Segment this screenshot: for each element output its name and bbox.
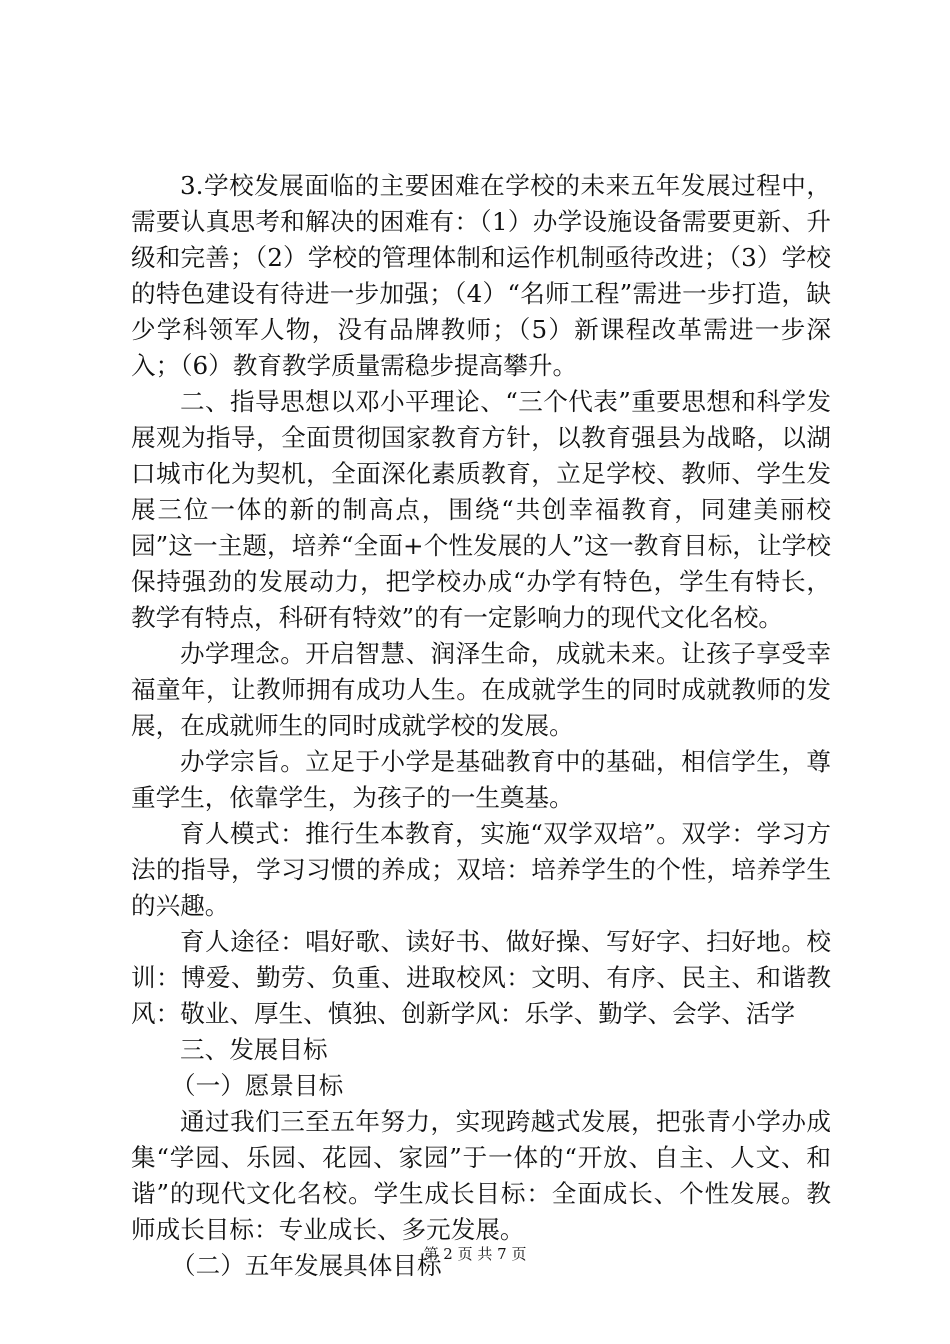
paragraph-school-philosophy: 办学理念。开启智慧、润泽生命，成就未来。让孩子享受幸福童年，让教师拥有成功人生。在成就学生的同时成就教师的发展，在成就师生的同时成就学校的发展。 xyxy=(131,639,831,740)
paragraph-school-purpose: 办学宗旨。立足于小学是基础教育中的基础，相信学生，尊重学生，依靠学生，为孩子的一生奠基。 xyxy=(131,747,831,812)
page-footer: 第 2 页 共 7 页 xyxy=(423,1245,527,1263)
paragraph-education-approach: 育人途径：唱好歌、读好书、做好操、写好字、扫好地。校训：博爱、勤劳、负重、进取校风：文明、有序、民主、和谐教风：敬业、厚生、慎独、创新学风：乐学、勤学、会学、活学 xyxy=(131,927,831,1028)
subheading-five-year-goals: （二）五年发展具体目标 xyxy=(171,1251,442,1280)
paragraph-guiding-ideology: 二、指导思想以邓小平理论、“三个代表”重要思想和科学发展观为指导，全面贯彻国家教育方针，以教育强县为战略，以湖口城市化为契机，全面深化素质教育，立足学校、教师、学生发展三位一体的新的制高点，围绕“共创幸福教育，同建美丽校园”这一主题，培养“全面+个性发展的人”这一教育目标，让学校保持强劲的发展动力，把学校办成“办学有特色，学生有特长，教学有特点，科研有特效”的有一定影响力的现代文化名校。 xyxy=(131,387,831,632)
paragraph-difficulties: 3.学校发展面临的主要困难在学校的未来五年发展过程中，需要认真思考和解决的困难有：（1）办学设施设备需要更新、升级和完善；（2）学校的管理体制和运作机制亟待改进；（3）学校的特色建设有待进一步加强；（4）“名师工程”需进一步打造，缺少学科领军人物，没有品牌教师；（5）新课程改革需进一步深入；（6）教育教学质量需稳步提高攀升。 xyxy=(131,171,831,380)
paragraph-vision: 通过我们三至五年努力，实现跨越式发展，把张青小学办成集“学园、乐园、花园、家园”于一体的“开放、自主、人文、和谐”的现代文化名校。学生成长目标：全面成长、个性发展。教师成长目标：专业成长、多元发展。 xyxy=(131,1107,831,1244)
paragraph-education-model: 育人模式：推行生本教育，实施“双学双培”。双学：学习方法的指导，学习习惯的养成；双培：培养学生的个性，培养学生的兴趣。 xyxy=(131,819,831,920)
subheading-vision-goals: （一）愿景目标 xyxy=(171,1071,344,1100)
section-heading-development-goals: 三、发展目标 xyxy=(180,1035,328,1064)
document-body xyxy=(131,168,831,1284)
